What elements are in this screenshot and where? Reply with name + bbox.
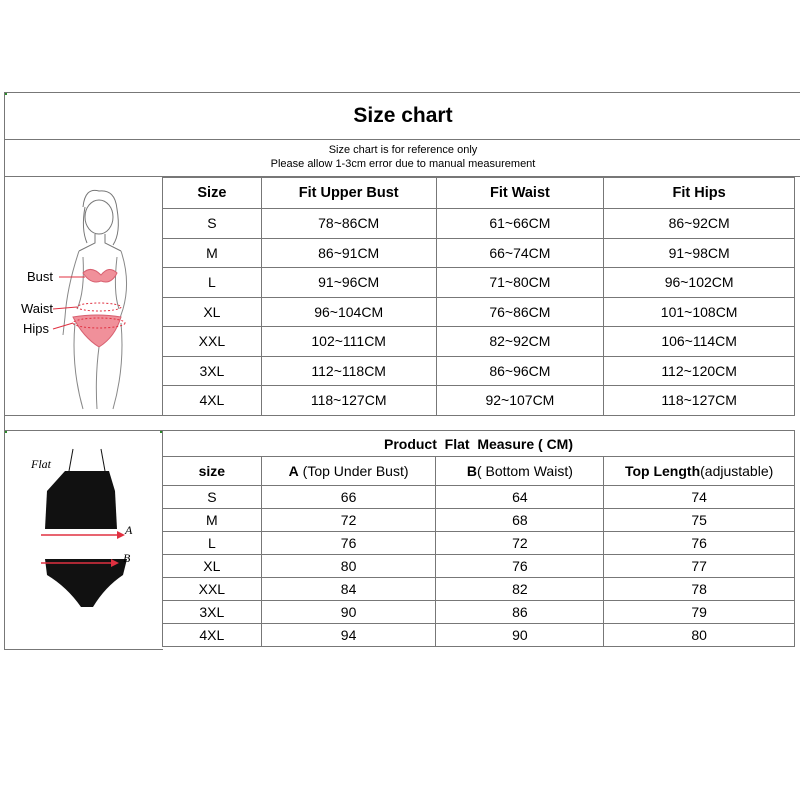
cell: 82~92CM [436,327,604,357]
flat-measure-table [162,430,795,647]
cell: 75 [604,509,795,532]
cell: 76 [604,532,795,555]
table-row [163,624,795,647]
cell: 78 [604,578,795,601]
a-label: A [125,523,133,537]
b-desc: ( Bottom Waist) [476,463,573,479]
col-top-under-bust [261,457,436,486]
cell: 106~114CM [604,327,795,357]
cell: 77 [604,555,795,578]
table-caption-row [163,431,795,457]
cell: M [163,509,262,532]
cell: M [163,238,262,268]
model-illustration [5,177,163,415]
hips-label: Hips [23,321,50,336]
cell: 118~127CM [604,386,795,416]
cell: 86~96CM [436,356,604,386]
cell: XL [163,297,262,327]
col-hips: Fit Hips [604,178,795,209]
top-length-desc: (adjustable) [700,463,774,479]
b-label: B [123,551,131,565]
cell: 118~127CM [261,386,436,416]
table-row [163,356,795,386]
cell: 3XL [163,356,262,386]
col-size: Size [163,178,262,209]
cell: 82 [436,578,604,601]
cell: 71~80CM [436,268,604,298]
cell: 86 [436,601,604,624]
cell: 90 [261,601,436,624]
cell: 4XL [163,624,262,647]
cell: 112~118CM [261,356,436,386]
a-key: A [288,463,299,479]
cell: 86~92CM [604,209,795,239]
cell: 64 [436,486,604,509]
cell: S [163,486,262,509]
flat-measure-figure [4,430,163,650]
cell: L [163,268,262,298]
cell: L [163,532,262,555]
a-desc: (Top Under Bust) [298,463,409,479]
cell: 66 [261,486,436,509]
cell: 96~104CM [261,297,436,327]
col-size: size [163,457,262,486]
cell: XL [163,555,262,578]
table-header-row [163,178,795,209]
table-row [163,486,795,509]
cell: 101~108CM [604,297,795,327]
cell: 3XL [163,601,262,624]
cell: 4XL [163,386,262,416]
table-row [163,532,795,555]
table-row [163,601,795,624]
cell: 68 [436,509,604,532]
cell: 76~86CM [436,297,604,327]
table-row [163,238,795,268]
cell: 86~91CM [261,238,436,268]
cell: 102~111CM [261,327,436,357]
cell: 78~86CM [261,209,436,239]
reference-note [4,138,800,177]
b-key: B [466,463,477,479]
col-upper-bust: Fit Upper Bust [261,178,436,209]
col-waist: Fit Waist [436,178,604,209]
table-row [163,578,795,601]
table-row [163,386,795,416]
note-line-2: Please allow 1-3cm error due to manual measurement [270,158,536,170]
body-size-table [162,177,795,416]
cell: 91~98CM [604,238,795,268]
col-top-length [604,457,795,486]
table-row [163,555,795,578]
cell: 112~120CM [604,356,795,386]
waist-label: Waist [21,301,54,316]
cell: 91~96CM [261,268,436,298]
cell: 66~74CM [436,238,604,268]
cell: XXL [163,578,262,601]
cell: 92~107CM [436,386,604,416]
flat-label: Flat [31,457,51,471]
col-bottom-waist [436,457,604,486]
cell: 74 [604,486,795,509]
cell: 76 [436,555,604,578]
page-title: Size chart [4,92,800,140]
table-header-row [163,457,795,486]
cell: 94 [261,624,436,647]
table-row [163,209,795,239]
flat-measure-caption: Product Flat Measure ( CM) [163,431,795,457]
note-line-1: Size chart is for reference only [328,144,478,156]
top-length-key: Top Length [624,463,701,479]
cell: S [163,209,262,239]
section-divider [4,415,800,430]
cell: XXL [163,327,262,357]
flat-swimsuit-illustration [5,431,163,649]
cell: 76 [261,532,436,555]
cell: 61~66CM [436,209,604,239]
table-row [163,327,795,357]
bust-label: Bust [27,269,54,284]
body-measure-figure [4,177,163,416]
cell: 72 [436,532,604,555]
cell: 90 [436,624,604,647]
cell: 80 [604,624,795,647]
table-row [163,297,795,327]
cell: 96~102CM [604,268,795,298]
cell: 72 [261,509,436,532]
table-row [163,509,795,532]
cell: 79 [604,601,795,624]
table-row [163,268,795,298]
cell: 80 [261,555,436,578]
cell: 84 [261,578,436,601]
